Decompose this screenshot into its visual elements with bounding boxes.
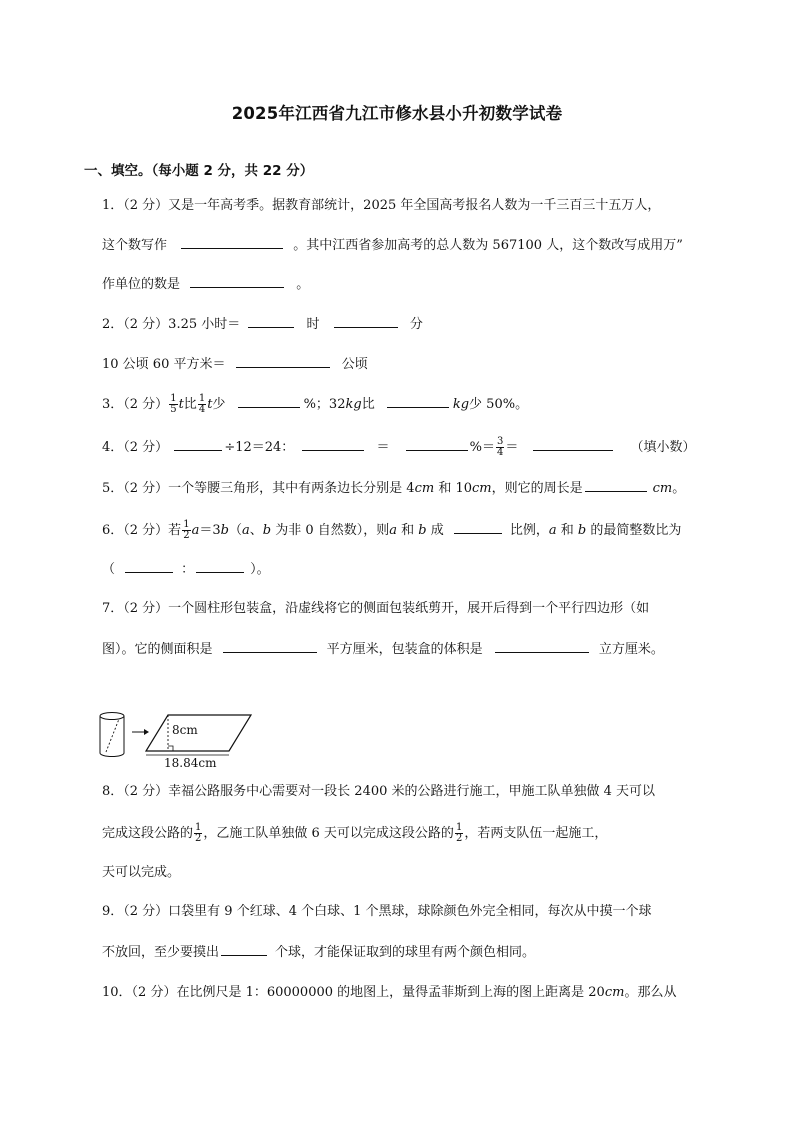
q1-line-2 xyxy=(102,236,683,255)
q4-text-eq: ＝ xyxy=(376,440,390,455)
q4-text-div: ÷12＝24： xyxy=(224,440,295,455)
q2-text-b: 10 公顷 60 平方米＝ xyxy=(102,357,226,372)
q1-line-3 xyxy=(102,275,309,294)
q6-line-1 xyxy=(102,520,681,541)
q2-text-fen: 分 xyxy=(409,317,423,332)
q6-text-open-paren: （ xyxy=(102,562,116,577)
q1-line-1: 1．（2 分）又是一年高考季。据教育部统计，2025 年全国高考报名人数为一千三百三十五万人， xyxy=(102,198,661,213)
q3-fraction-1-numerator: 1 xyxy=(170,393,177,404)
q10-unit-cm: cm xyxy=(604,985,625,1000)
q7-line-1: 7．（2 分）一个圆柱形包装盒，沿虚线将它的侧面包装纸剪开，展开后得到一个平行四边形（如 xyxy=(102,601,650,616)
q6-var-a-3: a xyxy=(389,523,397,538)
q5-text-c: ，则它的周长是 xyxy=(491,481,583,496)
q4-fraction xyxy=(496,437,504,458)
q6-text-close-paren: ）。 xyxy=(250,562,270,577)
q2-line-2 xyxy=(102,355,368,374)
q2-blank-hectare[interactable] xyxy=(236,355,330,368)
q3-unit-t-2: t xyxy=(207,397,213,412)
arrow-right-icon xyxy=(132,729,149,735)
q4-fraction-denominator: 4 xyxy=(496,447,504,458)
q3-text-end: 少 50%。 xyxy=(469,397,529,412)
q6-fraction-denominator: 2 xyxy=(183,530,190,541)
q8-line-1: 8．（2 分）幸福公路服务中心需要对一段长 2400 米的公路进行施工，甲施工队单独做 4 天可以 xyxy=(102,784,656,799)
q4-line xyxy=(102,437,696,458)
q3-fraction-2 xyxy=(198,394,206,415)
q8-line-2 xyxy=(102,823,607,844)
parallelogram-shape xyxy=(146,715,251,751)
q3-fraction-1-denominator: 5 xyxy=(170,404,177,415)
q6-blank-ratio-left[interactable] xyxy=(125,560,173,573)
q2-line-1 xyxy=(102,315,423,334)
q5-text-a: 5．（2 分）一个等腰三角形，其中有两条边长分别是 4 xyxy=(102,481,415,496)
q6-text-p5: 成 xyxy=(426,523,444,538)
q6-var-b: b xyxy=(220,523,229,538)
q4-text-eq-2: ＝ xyxy=(505,440,519,455)
q3-unit-kg-2: kg xyxy=(452,397,470,412)
q5-unit-cm-3: cm xyxy=(652,481,673,496)
q9-line-1: 9．（2 分）口袋里有 9 个红球、4 个白球、1 个黑球，球除颜色外完全相同，每次从中摸一个球 xyxy=(102,904,652,919)
q10-text-b: 。那么从 xyxy=(624,985,677,1000)
q6-text-p3: 为非 0 自然数），则 xyxy=(271,523,390,538)
q3-fraction-2-numerator: 1 xyxy=(198,393,206,404)
q9-line-2 xyxy=(102,943,535,962)
q7-line-2 xyxy=(102,640,664,659)
q8-fraction-2 xyxy=(455,823,463,844)
q9-blank-balls[interactable] xyxy=(221,943,267,956)
q6-prefix: 6．（2 分）若 xyxy=(102,523,182,538)
q1-blank-number[interactable] xyxy=(181,236,283,249)
q5-line xyxy=(102,479,685,498)
q3-text-shao: 少 xyxy=(212,397,226,412)
q7-figure xyxy=(98,708,263,768)
q6-text-p7: 和 xyxy=(556,523,578,538)
q3-text-percent: %；32 xyxy=(303,397,346,412)
q3-fraction-1 xyxy=(169,394,177,415)
q4-blank-ratio[interactable] xyxy=(302,438,364,451)
q6-text-eq: ＝3 xyxy=(199,523,221,538)
q4-blank-decimal[interactable] xyxy=(533,438,613,451)
height-label: 8cm xyxy=(172,723,198,737)
q2-text-gongqing: 公顷 xyxy=(341,357,368,372)
q9-text-a: 不放回，至少要摸出 xyxy=(102,945,220,960)
q4-fraction-numerator: 3 xyxy=(496,436,504,447)
q8-line-3: 天可以完成。 xyxy=(102,865,181,880)
q6-line-2 xyxy=(102,560,270,579)
q7-text-b: 平方厘米，包装盒的体积是 xyxy=(326,642,483,657)
q8-fraction-1-numerator: 1 xyxy=(195,822,202,833)
q6-fraction xyxy=(182,520,190,541)
q6-var-b-4: b xyxy=(577,523,587,538)
q6-blank-proportion[interactable] xyxy=(454,521,502,534)
q10-text-a: 10．（2 分）在比例尺是 1：60000000 的地图上，量得孟菲斯到上海的图上距离是 20 xyxy=(102,985,605,1000)
q2-text-shi: 时 xyxy=(306,317,320,332)
q5-unit-cm-2: cm xyxy=(472,481,492,496)
q6-var-b-3: b xyxy=(418,523,427,538)
q9-text-b: 个球，才能保证取到的球里有两个颜色相同。 xyxy=(275,945,536,960)
q6-var-a-2: a xyxy=(241,523,250,538)
q7-text-c: 立方厘米。 xyxy=(598,642,664,657)
q3-text-bi: 比 xyxy=(183,397,197,412)
q8-text-c: ，若两支队伍一起施工， xyxy=(464,826,608,841)
q6-text-p6: 比例， xyxy=(509,523,549,538)
q5-text-b: 和 10 xyxy=(434,481,472,496)
q7-text-a: 图）。它的侧面积是 xyxy=(102,642,213,657)
q6-text-p4: 和 xyxy=(397,523,419,538)
q3-blank-kg[interactable] xyxy=(387,395,449,408)
q7-figure-svg xyxy=(98,708,263,768)
q2-blank-hours[interactable] xyxy=(248,315,294,328)
q1-text-b: 。其中江西省参加高考的总人数为 567100 人，这个数改写成用万” xyxy=(293,238,683,253)
q1-text-d: 。 xyxy=(296,277,310,292)
q6-var-a-4: a xyxy=(548,523,557,538)
q8-fraction-1-denominator: 2 xyxy=(195,833,202,844)
q6-var-b-2: b xyxy=(262,523,272,538)
q3-line xyxy=(102,394,528,415)
section-heading-fill-blank: 一、填空。（每小题 2 分，共 22 分） xyxy=(84,163,314,179)
q8-text-a: 完成这段公路的 xyxy=(102,826,194,841)
q3-unit-kg-1: kg xyxy=(345,397,362,412)
q4-text-percent: %＝ xyxy=(469,440,495,455)
q2-blank-minutes[interactable] xyxy=(334,315,398,328)
q4-blank-percent[interactable] xyxy=(406,438,468,451)
q4-prefix: 4．（2 分） xyxy=(102,440,169,455)
q8-fraction-1 xyxy=(194,823,202,844)
q4-blank-dividend[interactable] xyxy=(174,438,222,451)
q1-text-a: 这个数写作 xyxy=(102,238,168,253)
q5-text-d: 。 xyxy=(672,481,686,496)
q3-blank-percent[interactable] xyxy=(238,395,300,408)
q10-line-1 xyxy=(102,984,676,1002)
q1-blank-wan[interactable] xyxy=(190,275,284,288)
q5-blank-perimeter[interactable] xyxy=(585,479,647,492)
q5-unit-cm-1: cm xyxy=(414,481,435,496)
q6-text-p2: 、 xyxy=(249,523,263,538)
q3-fraction-2-denominator: 4 xyxy=(198,404,206,415)
q1-text-c: 作单位的数是 xyxy=(102,277,181,292)
q6-text-colon: ： xyxy=(181,562,195,577)
q3-prefix: 3．（2 分） xyxy=(102,397,169,412)
q4-note: （填小数） xyxy=(630,440,696,455)
q8-fraction-2-denominator: 2 xyxy=(455,833,463,844)
q3-unit-t-1: t xyxy=(178,397,184,412)
q6-fraction-numerator: 1 xyxy=(183,519,190,530)
q6-blank-ratio-right[interactable] xyxy=(196,560,244,573)
q2-text-a: 2．（2 分）3.25 小时＝ xyxy=(102,317,241,332)
q8-fraction-2-numerator: 1 xyxy=(455,822,463,833)
exam-title: 2025年江西省九江市修水县小升初数学试卷 xyxy=(231,104,563,123)
q6-var-a: a xyxy=(191,523,200,538)
right-angle-mark xyxy=(168,746,173,751)
q3-text-bi-2: 比 xyxy=(361,397,375,412)
base-label: 18.84cm xyxy=(164,756,217,768)
q7-blank-lateral-area[interactable] xyxy=(223,640,317,653)
cylinder-icon xyxy=(100,713,124,757)
q6-text-p1: （ xyxy=(228,523,242,538)
q8-text-b: ，乙施工队单独做 6 天可以完成这段公路的 xyxy=(203,826,454,841)
q6-text-p8: 的最简整数比为 xyxy=(586,523,682,538)
q7-blank-volume[interactable] xyxy=(495,640,589,653)
